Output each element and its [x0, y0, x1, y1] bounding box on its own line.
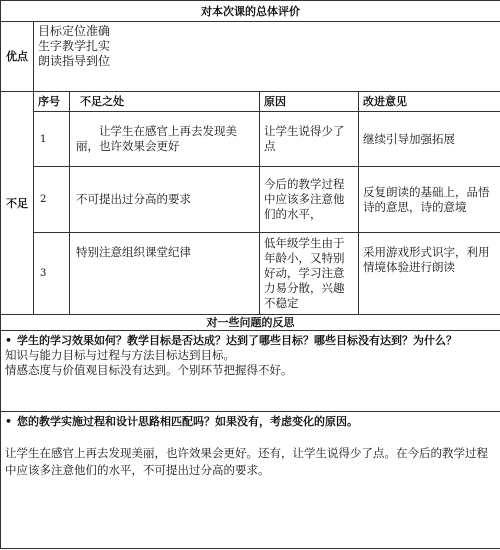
table-row — [1, 112, 500, 167]
shortcomings-label: 不足 — [1, 92, 34, 315]
row-suggestion: 继续引导加强拓展 — [359, 112, 500, 167]
reflection-question-1-cell — [1, 331, 500, 412]
row-issue: 特别注意组织课堂纪律 — [70, 233, 260, 315]
row-number: 1 — [34, 112, 70, 167]
row-reason: 低年级学生由于年龄小，又特别好动，学习注意力易分散，兴趣不稳定 — [260, 233, 359, 315]
row-suggestion: 反复朗读的基础上，品悟诗的意思，诗的意境 — [359, 167, 500, 233]
merits-label: 优点 — [1, 22, 34, 92]
reflection-question-2-cell — [1, 412, 500, 549]
column-header-issue: 不足之处 — [70, 92, 260, 112]
table-row — [1, 167, 500, 233]
row-suggestion: 采用游戏形式识字，利用情境体验进行朗读 — [359, 233, 500, 315]
column-header-reason: 原因 — [260, 92, 359, 112]
column-header-no: 序号 — [34, 92, 70, 112]
merit-item: 朗读指导到位 — [38, 54, 111, 68]
row-number: 3 — [34, 233, 70, 315]
table-row — [1, 233, 500, 315]
reflection-title: 对一些问题的反思 — [1, 315, 500, 331]
bullet-icon: • — [5, 334, 13, 347]
merit-item: 生字教学扎实 — [38, 39, 111, 53]
reflection-question-2: 您的教学实施过程和设计思路相匹配吗？如果没有，考虑变化的原因。 — [17, 415, 358, 428]
merits-list — [34, 22, 500, 92]
row-issue: 不可提出过分高的要求 — [70, 167, 260, 233]
row-reason: 让学生说得少了点 — [260, 112, 359, 167]
row-number: 2 — [34, 167, 70, 233]
reflection-answer-line: 情感态度与价值观目标没有达到。个别环节把握得不好。 — [5, 363, 293, 377]
reflection-question-1: 学生的学习效果如何？教学目标是否达成？达到了哪些目标？哪些目标没有达到？为什么？ — [17, 334, 457, 347]
overall-evaluation-title: 对本次课的总体评价 — [1, 1, 500, 22]
bullet-icon: • — [5, 415, 13, 428]
reflection-answer-2: 让学生在感官上再去发现美丽，也许效果会更好。还有，让学生说得少了点。在今后的教学过程中应该多注意他们的水平，不可提出过分高的要求。 — [5, 446, 488, 477]
reflection-answer-line: 知识与能力目标与过程与方法目标达到目标。 — [5, 348, 235, 362]
row-issue: 让学生在感官上再去发现美丽，也许效果会更好 — [70, 112, 260, 167]
row-reason: 今后的教学过程中应该多注意他们的水平， — [260, 167, 359, 233]
column-header-suggestion: 改进意见 — [359, 92, 500, 112]
merit-item: 目标定位准确 — [38, 24, 111, 38]
